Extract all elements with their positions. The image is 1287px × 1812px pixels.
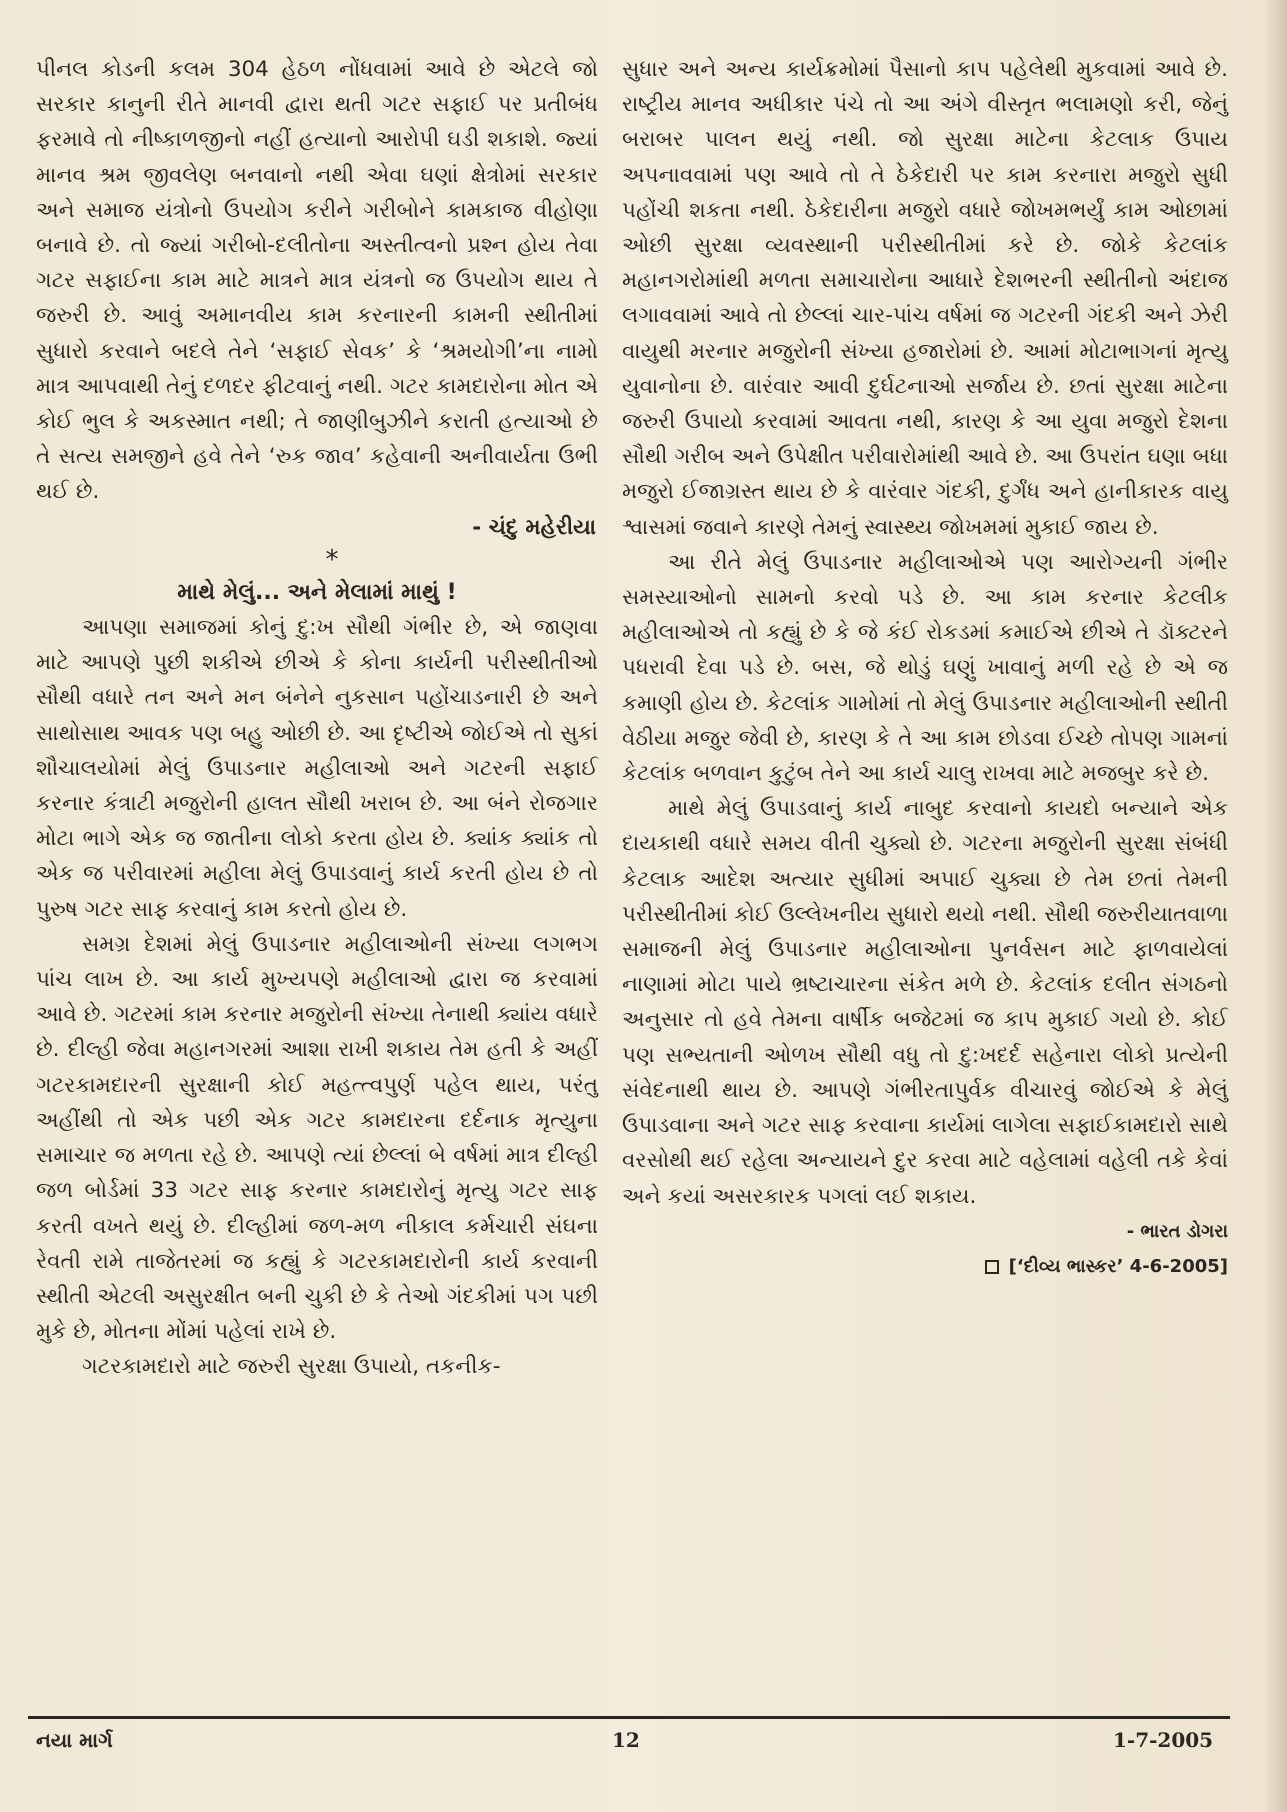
source-citation [622,1249,1228,1284]
section-paragraph-3: ગટરકામદારો માટે જરુરી સુરક્ષા ઉપાયો, તકનીક- [82,1354,501,1380]
publication-name: નયા માર્ગ [36,1728,113,1752]
right-column [622,52,1228,1284]
author-left: - ચંદુ મહેરીયા [472,514,596,540]
section-title: માથે મેલું... અને મેલામાં માથું ! [177,579,457,605]
page-number: 12 [612,1728,640,1752]
source-text: [‘દીવ્ય ભાસ્કર’ 4-6-2005] [1008,1255,1228,1277]
page-edge-shadow [1263,0,1287,1812]
left-column [36,52,598,1385]
checkbox-square-icon [985,1260,999,1274]
right-paragraph-2: આ રીતે મેલું ઉપાડનાર મહીલાઓએ પણ આરોગ્યની ગંભીર સમસ્યાઓનો સામનો કરવો પડે છે. આ કામ કરનાર કેટલીક મહીલાઓએ તો કહ્યું છે કે જે કંઈ રોકડમાં કમાઈએ છીએ તે ડૉક્ટરને પધરાવી દેવા પડે છે. બસ, જે થોડું ઘણું ખાવાનું મળી રહે છે એ જ કમાણી હોય છે. કેટલાંક ગામોમાં તો મેલું ઉપાડનાર મહીલાઓની સ્થીતી વેઠીયા મજુર જેવી છે, કારણ કે તે આ કામ છોડવા ઈચ્છે તોપણ ગામનાં કેટલાંક બળવાન કુટુંબ તેને આ કાર્ય ચાલુ રાખવા માટે મજબુર કરે છે. [622,549,1228,787]
author-right: - ભારત ડોગરા [1126,1220,1228,1242]
section-paragraph-2: સમગ્ર દેશમાં મેલું ઉપાડનાર મહીલાઓની સંખ્યા લગભગ પાંચ લાખ છે. આ કાર્ય મુખ્યપણે મહીલાઓ દ્વારા જ કરવામાં આવે છે. ગટરમાં કામ કરનાર મજુરોની સંખ્યા તેનાથી ક્યાંય વધારે છે. દીલ્હી જેવા મહાનગરમાં આશા રાખી શકાય તેમ હતી કે અહીં ગટરકામદારની સુરક્ષાની કોઈ મહત્ત્વપુર્ણ પહેલ થાય, પરંતુ અહીંથી તો એક પછી એક ગટર કામદારના દર્દનાક મૃત્યુના સમાચાર જ મળતા રહે છે. આપણે ત્યાં છેલ્લાં બે વર્ષમાં માત્ર દીલ્હી જળ બોર્ડમાં 33 ગટર સાફ કરનાર કામદારોનું મૃત્યુ ગટર સાફ કરતી વખતે થયું છે. દીલ્હીમાં જળ-મળ નીકાલ કર્મચારી સંઘના રેવતી રામે તાજેતરમાં જ કહ્યું કે ગટરકામદારોની કાર્ય કરવાની સ્થીતી એટલી અસુરક્ષીત બની ચુકી છે કે તેઓ ગંદકીમાં પગ પછી મુકે છે, મોતના મોંમાં પહેલાં રાખે છે. [36,931,598,1345]
section-separator: * [325,544,339,575]
right-paragraph-1: સુધાર અને અન્ય કાર્યક્રમોમાં પૈસાનો કાપ પહેલેથી મુકવામાં આવે છે. રાષ્ટ્રીય માનવ અધીકાર પંચે તો આ અંગે વીસ્તૃત ભલામણો કરી, જેનું બરાબર પાલન થયું નથી. જો સુરક્ષા માટેના કેટલાક ઉપાય અપનાવવામાં પણ આવે તો તે ઠેકેદારી પર કામ કરનારા મજુરો સુધી પહોંચી શકતા નથી. ઠેકેદારીના મજુરો વધારે જોખમભર્યું કામ ઓછામાં ઓછી સુરક્ષા વ્યવસ્થાની પરીસ્થીતીમાં કરે છે. જોકે કેટલાંક મહાનગરોમાંથી મળતા સમાચારોના આધારે દેશભરની સ્થીતીનો અંદાજ લગાવવામાં આવે તો છેલ્લાં ચાર-પાંચ વર્ષમાં જ ગટરની ગંદકી અને ઝેરી વાયુથી મરનાર મજુરોની સંખ્યા હજારોમાં છે. આમાં મોટાભાગનાં મૃત્યુ યુવાનોના છે. વારંવાર આવી દુર્ઘટનાઓ સર્જાય છે. છતાં સુરક્ષા માટેના જરુરી ઉપાયો કરવામાં આવતા નથી, કારણ કે આ યુવા મજુરો દેશના સૌથી ગરીબ અને ઉપેક્ષીત પરીવારોમાંથી આવે છે. આ ઉપરાંત ઘણા બધા મજુરો ઈજાગ્રસ્ત થાય છે કે વારંવાર ગંદકી, દુર્ગંધ અને હાનીકારક વાયુ શ્વાસમાં જવાને કારણે તેમનું સ્વાસ્થ્ય જોખમમાં મુકાઈ જાય છે. [622,57,1228,540]
section-paragraph-1: આપણા સમાજમાં કોનું દુ:ખ સૌથી ગંભીર છે, એ જાણવા માટે આપણે પુછી શકીએ છીએ કે કોના કાર્યની પરીસ્થીતીઓ સૌથી વધારે તન અને મન બંનેને નુકસાન પહોંચાડનારી છે અને સાથોસાથ આવક પણ બહુ ઓછી છે. આ દૃષ્ટીએ જોઈએ તો સુકાં શૌચાલયોમાં મેલું ઉપાડનાર મહીલાઓ અને ગટરની સફાઈ કરનાર કંત્રાટી મજુરોની હાલત સૌથી ખરાબ છે. આ બંને રોજગાર મોટા ભાગે એક જ જાતીના લોકો કરતા હોય છે. ક્યાંક ક્યાંક તો એક જ પરીવારમાં મહીલા મેલું ઉપાડવાનું કાર્ય કરતી હોય છે તો પુરુષ ગટર સાફ કરવાનું કામ કરતો હોય છે. [36,615,598,922]
left-paragraph-1: પીનલ કોડની કલમ 304 હેઠળ નોંધવામાં આવે છે એટલે જો સરકાર કાનુની રીતે માનવી દ્વારા થતી ગટર સફાઈ પર પ્રતીબંધ ફરમાવે તો નીષ્કાળજીનો નહીં હત્યાનો આરોપી ઘડી શકાશે. જ્યાં માનવ શ્રમ જીવલેણ બનવાનો નથી એવા ઘણાં ક્ષેત્રોમાં સરકાર અને સમાજ યંત્રોનો ઉપયોગ કરીને ગરીબોને કામકાજ વીહોણા બનાવે છે. તો જ્યાં ગરીબો-દલીતોના અસ્તીત્વનો પ્રશ્ન હોય તેવા ગટર સફાઈના કામ માટે માત્રને માત્ર યંત્રનો જ ઉપયોગ થાય તે જરુરી છે. આવું અમાનવીય કામ કરનારની કામની સ્થીતીમાં સુધારો કરવાને બદલે તેને ‘સફાઈ સેવક’ કે ‘શ્રમયોગી’ના નામો માત્ર આપવાથી તેનું દળદર ફીટવાનું નથી. ગટર કામદારોના મોત એ કોઈ ભુલ કે અકસ્માત નથી; તે જાણીબુઝીને કરાતી હત્યાઓ છે તે સત્ય સમજીને હવે તેને ‘રુક જાવ’ કહેવાની અનીવાર્યતા ઉભી થઈ છે. [36,57,598,505]
footer-rule [28,1716,1230,1719]
issue-date: 1-7-2005 [1113,1728,1214,1752]
right-paragraph-3: માથે મેલું ઉપાડવાનું કાર્ય નાબુદ કરવાનો કાયદો બન્યાને એક દાયકાથી વધારે સમય વીતી ચુક્યો છે. ગટરના મજુરોની સુરક્ષા સંબંધી કેટલાક આદેશ અત્યાર સુધીમાં અપાઈ ચુક્યા છે તેમ છતાં તેમની પરીસ્થીતીમાં કોઈ ઉલ્લેખનીય સુધારો થયો નથી. સૌથી જરુરીયાતવાળા સમાજની મેલું ઉપાડનાર મહીલાઓના પુનર્વસન માટે ફાળવાયેલાં નાણામાં મોટા પાયે ભ્રષ્ટાચારના સંકેત મળે છે. કેટલાંક દલીત સંગઠનો અનુસાર તો હવે તેમના વાર્ષીક બજેટમાં જ કાપ મુકાઈ ગયો છે. કોઈ પણ સભ્યતાની ઓળખ સૌથી વધુ તો દુ:ખદર્દ સહેનારા લોકો પ્રત્યેની સંવેદનાથી થાય છે. આપણે ગંભીરતાપુર્વક વીચારવું જોઈએ કે મેલું ઉપાડવાના અને ગટર સાફ કરવાના કાર્યમાં લાગેલા સફાઈકામદારો સાથે વરસોથી થઈ રહેલા અન્યાયને દુર કરવા માટે વહેલામાં વહેલી તકે કેવાં અને કયાં અસરકારક પગલાં લઈ શકાય. [622,796,1228,1209]
